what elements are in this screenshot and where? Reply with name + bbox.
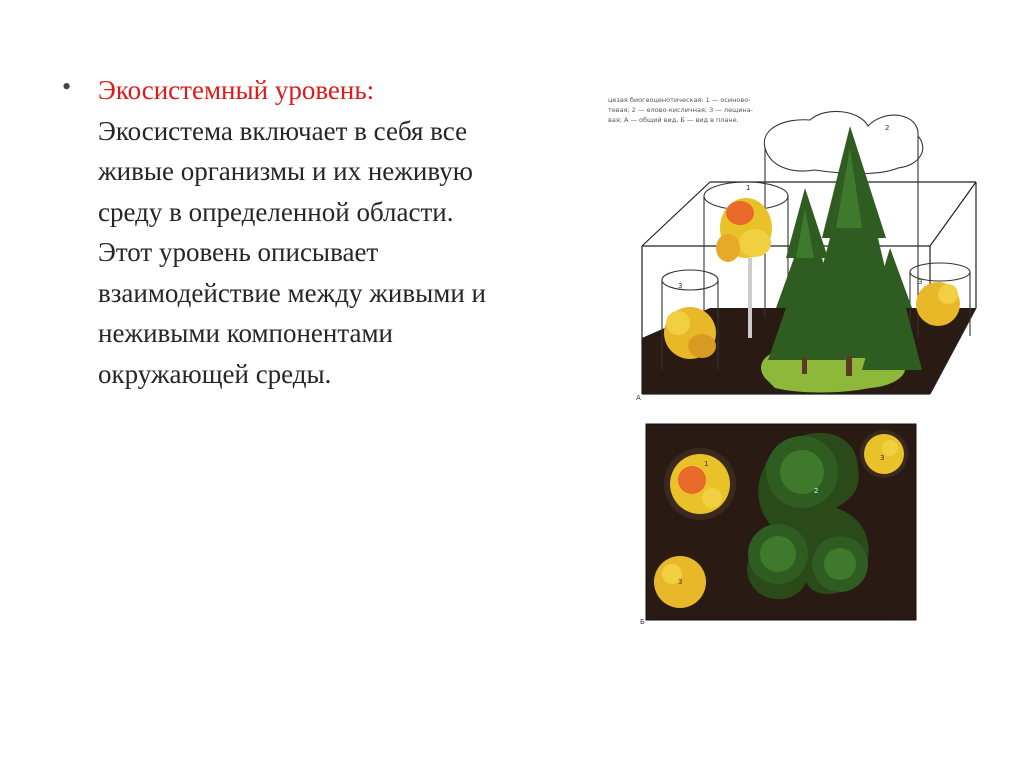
body-line-1: Экосистема включает в себя все bbox=[98, 115, 468, 146]
zone-label-2: 2 bbox=[885, 124, 890, 132]
slide-heading: Экосистемный уровень: bbox=[98, 75, 375, 105]
caption-line-2: тевая; 2 — елово-кисличная; 3 — лещина- bbox=[608, 106, 754, 114]
zone-label-1: 1 bbox=[746, 184, 751, 192]
bullet-text bbox=[98, 70, 598, 394]
caption-line-3: вая; А — общий вид, Б — вид в плане. bbox=[608, 116, 739, 124]
shrub-left bbox=[664, 307, 716, 359]
body-line-6: неживыми компонентами bbox=[98, 318, 394, 348]
ecosystem-svg bbox=[600, 88, 980, 628]
plan-view bbox=[640, 424, 916, 626]
zone-label-3b: 3 bbox=[918, 278, 923, 286]
body-line-2: живые организмы и их неживую bbox=[98, 156, 473, 186]
label-b: Б bbox=[640, 618, 645, 626]
label-a: А bbox=[636, 394, 641, 402]
body-line-4: Этот уровень описывает bbox=[98, 237, 379, 267]
plan-label-3a: 3 bbox=[880, 454, 885, 462]
general-view bbox=[636, 111, 976, 402]
plan-label-2: 2 bbox=[814, 487, 819, 495]
zone-label-3a: 3 bbox=[678, 282, 683, 290]
plan-label-3b: 3 bbox=[678, 578, 683, 586]
body-line-3: среду в определенной области. bbox=[98, 196, 454, 227]
shrub-right bbox=[916, 282, 960, 326]
body-line-5: взаимодействие между живыми и bbox=[98, 277, 486, 308]
bullet-marker: • bbox=[62, 72, 72, 101]
plan-label-1: 1 bbox=[704, 460, 709, 468]
caption-line-1: цезая биогеоценотическая: 1 — осиново- bbox=[608, 96, 751, 104]
ecosystem-illustration bbox=[600, 88, 980, 628]
spruce-trees bbox=[768, 126, 922, 370]
body-line-7: окружающей среды. bbox=[98, 358, 332, 389]
